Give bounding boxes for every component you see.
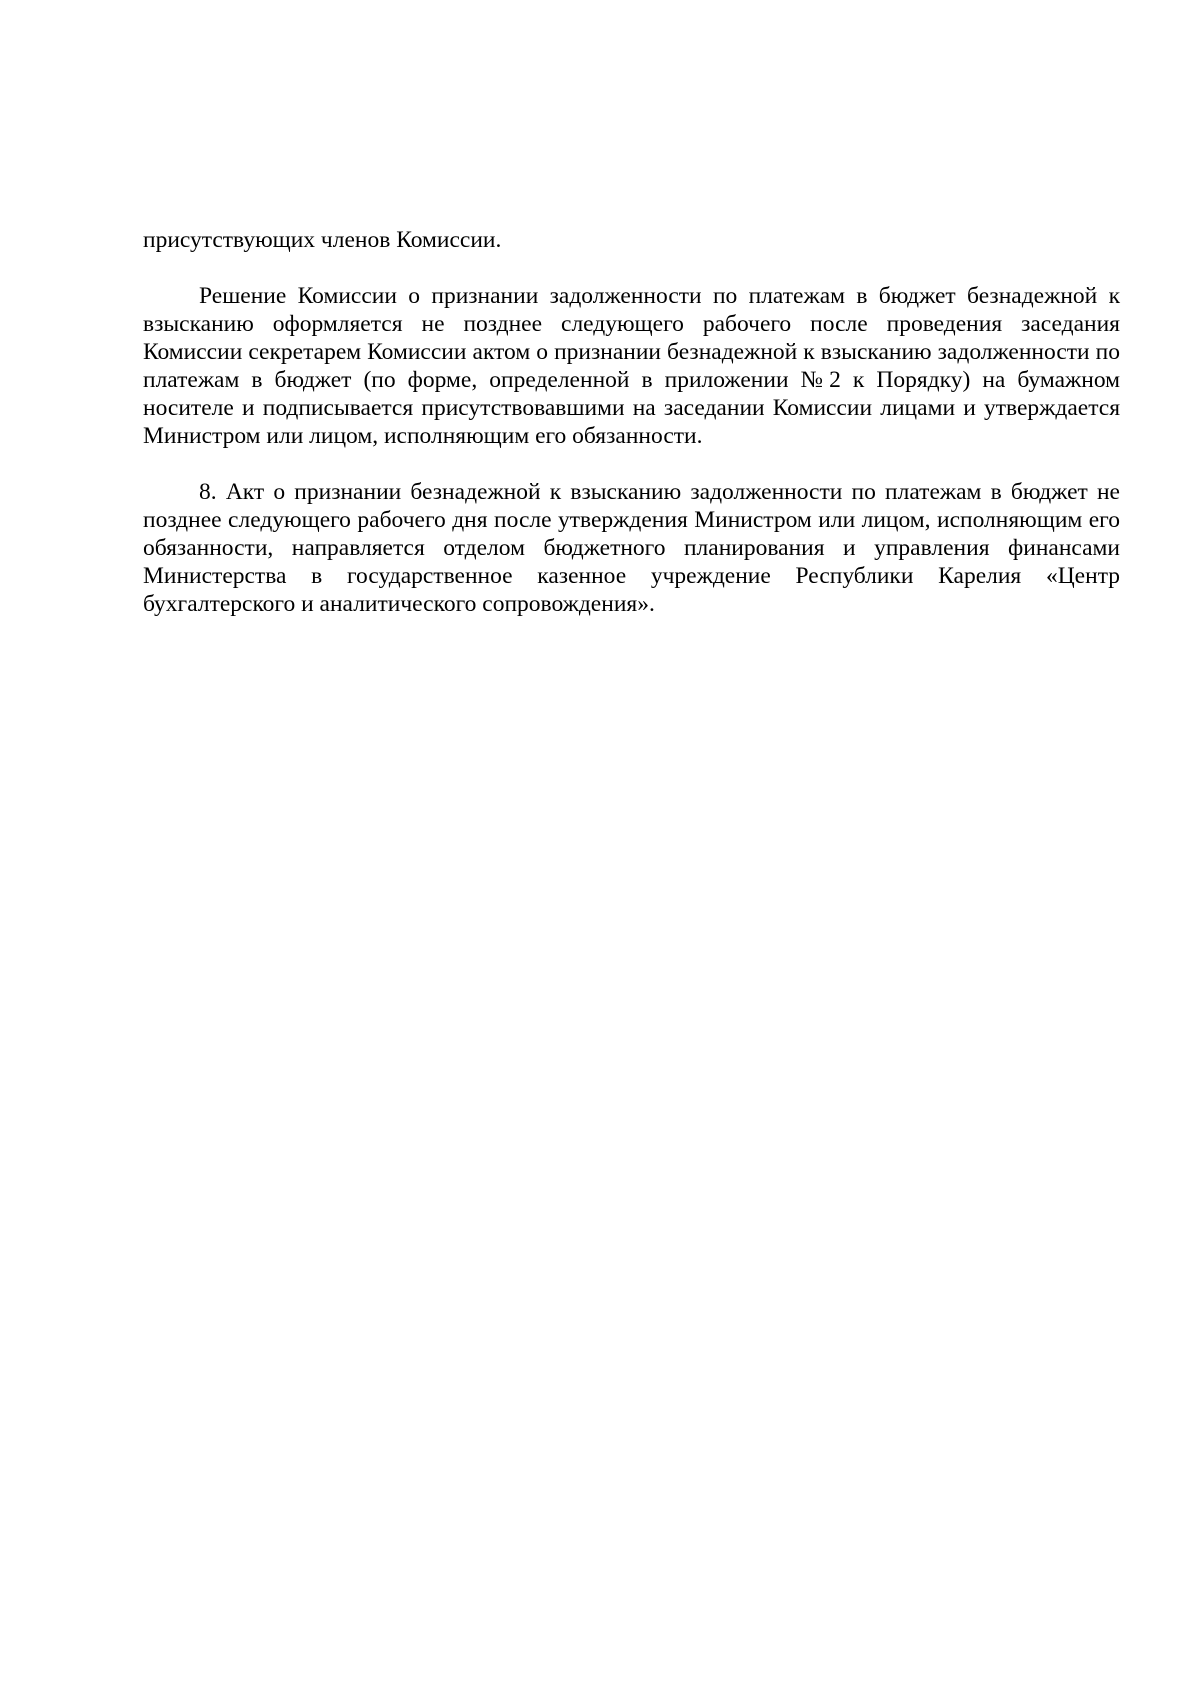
document-body — [143, 226, 1120, 618]
paragraph-commission-decision: Решение Комиссии о признании задолженности по платежам в бюджет безнадежной к взысканию оформляется не позднее следующего рабочего после проведения заседания Комиссии секретарем Комиссии актом о признании безнадежной к взысканию задолженности по платежам в бюджет (по форме, определенной в приложении №2 к Порядку) на бумажном носителе и подписывается присутствовавшими на заседании Комиссии лицами и утверждается Министром или лицом, исполняющим его обязанности. — [143, 283, 1120, 449]
paragraph-continuation: присутствующих членов Комиссии. — [143, 227, 502, 253]
paragraph-item-8: 8. Акт о признании безнадежной к взысканию задолженности по платежам в бюджет не позднее следующего рабочего дня после утверждения Министром или лицом, исполняющим его обязанности, направляется отделом бюджетного планирования и управления финансами Министерства в государственное казенное учреждение Республики Карелия «Центр бухгалтерского и аналитического сопровождения». — [143, 479, 1120, 617]
